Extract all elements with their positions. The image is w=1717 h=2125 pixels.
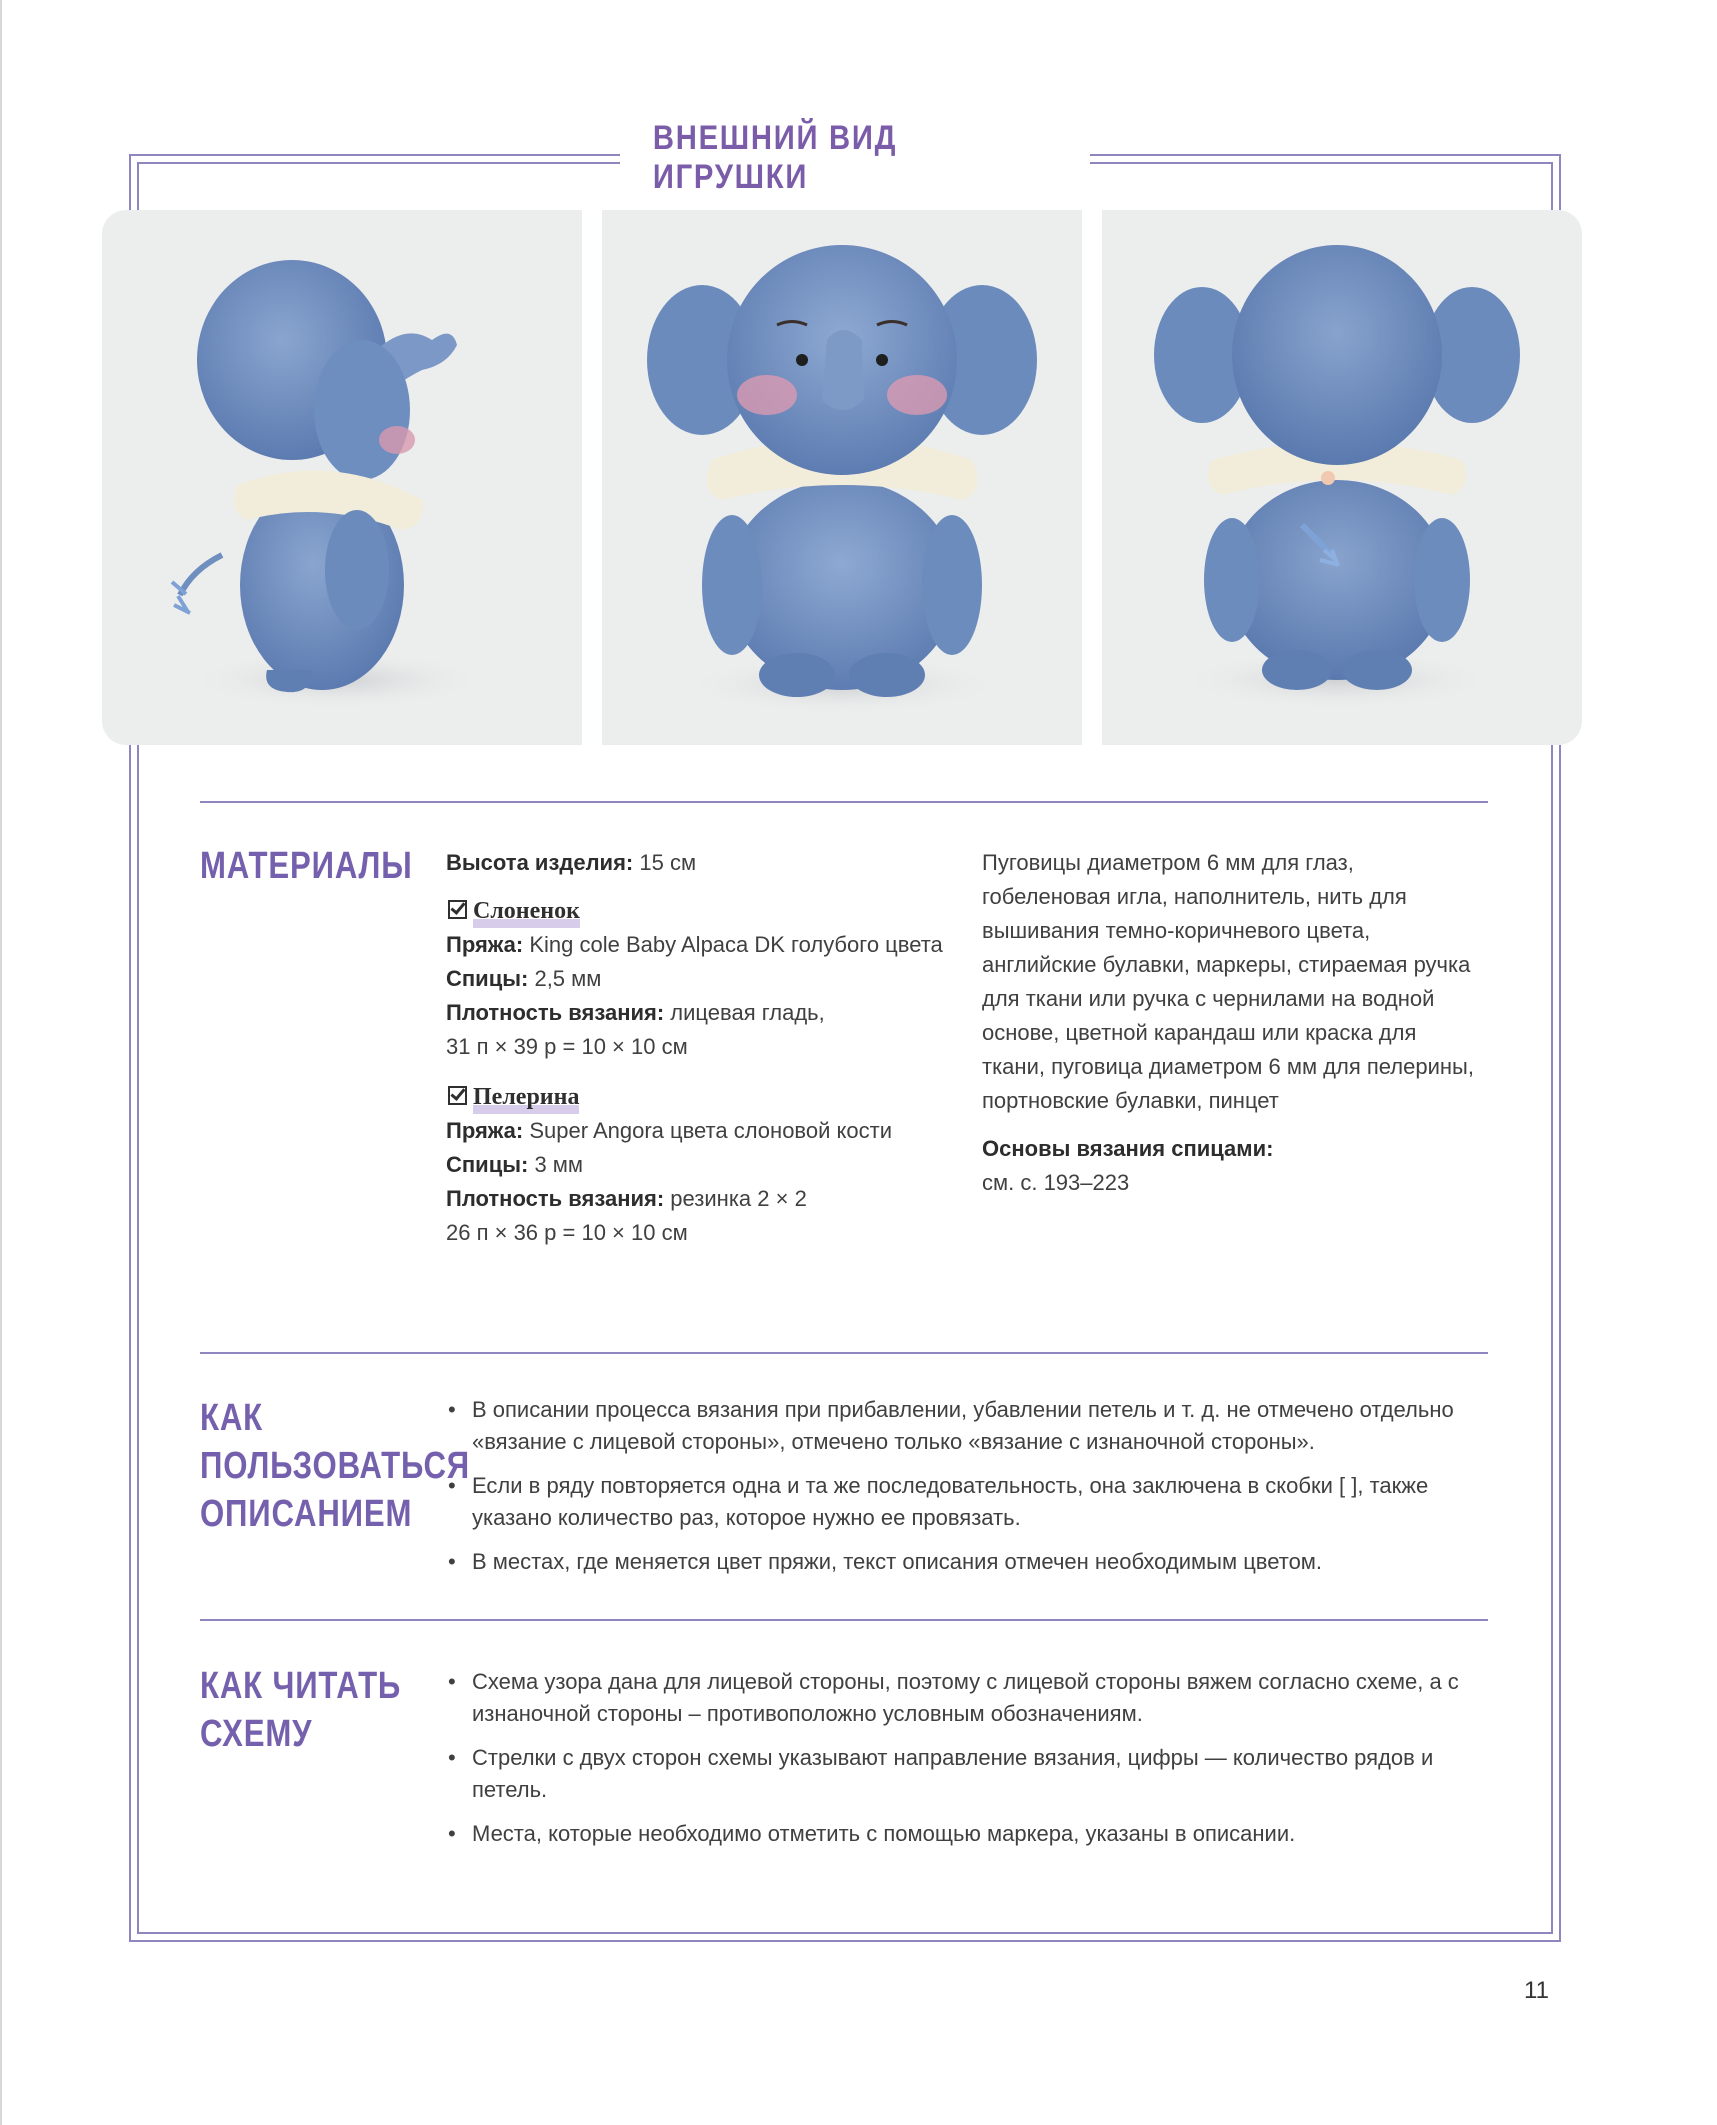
how-to-use-heading xyxy=(200,1394,470,1538)
cape-yarn-value: Super Angora цвета слоновой кости xyxy=(523,1118,892,1143)
elephant-gauge-value-2: 31 п × 39 р = 10 × 10 см xyxy=(446,1034,688,1059)
how-to-use-list xyxy=(446,1394,1486,1578)
section-title: ВНЕШНИЙ ВИД ИГРУШКИ xyxy=(652,119,898,196)
other-materials-text: Пуговицы диаметром 6 мм для глаз, гобеленовая игла, наполнитель, нить для вышивания темно-коричневого цвета, английские булавки, маркеры, стираемая ручка для ткани или ручка с чернилами на водной основе, цветной карандаш или краска для ткани, пуговица диаметром 6 мм для пелерины, портновские булавки, пинцет xyxy=(982,850,1474,1113)
height-value: 15 см xyxy=(633,850,697,875)
how-to-use-heading-line-3: ОПИСАНИЕМ xyxy=(200,1493,413,1535)
how-to-read-heading xyxy=(200,1662,401,1758)
cape-title: Пелерина xyxy=(473,1080,579,1114)
cape-gauge-value-2: 26 п × 36 р = 10 × 10 см xyxy=(446,1220,688,1245)
cape-needles-label: Спицы: xyxy=(446,1152,529,1177)
check-icon xyxy=(448,1086,467,1105)
elephant-yarn-value: King cole Baby Alpaca DK голубого цвета xyxy=(523,932,943,957)
list-item: • В описании процесса вязания при прибавлении, убавлении петель и т. д. не отмечено отдельно «вязание с лицевой стороны», отмечено только «вязание с изнаночной стороны». xyxy=(446,1394,1486,1458)
toy-front-view-photo xyxy=(602,210,1082,745)
list-item: • Места, которые необходимо отметить с помощью маркера, указаны в описании. xyxy=(446,1818,1486,1850)
list-item: • В местах, где меняется цвет пряжи, текст описания отмечен необходимым цветом. xyxy=(446,1546,1486,1578)
list-item: • Стрелки с двух сторон схемы указывают направление вязания, цифры — количество рядов и петель. xyxy=(446,1742,1486,1806)
how-to-read-heading-line-2: СХЕМУ xyxy=(200,1713,313,1755)
toy-back-view-photo xyxy=(1102,210,1582,745)
cape-needles-line xyxy=(446,1148,946,1182)
elephant-side-image xyxy=(102,210,582,745)
elephant-needles-label: Спицы: xyxy=(446,966,529,991)
elephant-yarn-line xyxy=(446,928,946,962)
cape-gauge-value: резинка 2 × 2 xyxy=(664,1186,807,1211)
height-line xyxy=(446,846,946,880)
elephant-title-line xyxy=(446,894,946,928)
cape-gauge-line xyxy=(446,1182,946,1216)
page-number: 11 xyxy=(1524,1977,1549,2004)
materials-heading: МАТЕРИАЛЫ xyxy=(200,845,413,887)
how-to-read-heading-line-1: КАК ЧИТАТЬ xyxy=(200,1665,402,1707)
elephant-gauge-line xyxy=(446,996,946,1030)
elephant-front-image xyxy=(602,210,1082,745)
cape-title-line xyxy=(446,1080,946,1114)
cape-needles-value: 3 мм xyxy=(528,1152,584,1177)
elephant-gauge-label: Плотность вязания: xyxy=(446,1000,665,1025)
height-label: Высота изделия: xyxy=(446,850,634,875)
how-to-use-heading-line-2: ПОЛЬЗОВАТЬСЯ xyxy=(200,1445,470,1487)
cape-gauge-label: Плотность вязания: xyxy=(446,1186,665,1211)
cape-yarn-line xyxy=(446,1114,946,1148)
section-title-bar xyxy=(620,119,1090,196)
elephant-needles-value: 2,5 мм xyxy=(528,966,602,991)
divider-how-to-read-top xyxy=(200,1619,1488,1621)
elephant-needles-line xyxy=(446,962,946,996)
page-edge-line xyxy=(0,0,2,2125)
elephant-yarn-label: Пряжа: xyxy=(446,932,524,957)
how-to-use-list-wrapper xyxy=(446,1394,1486,1590)
cape-yarn-label: Пряжа: xyxy=(446,1118,524,1143)
basics-label: Основы вязания спицами: xyxy=(982,1136,1274,1161)
how-to-use-heading-line-1: КАК xyxy=(200,1397,264,1439)
basics-value: см. с. 193–223 xyxy=(982,1170,1130,1195)
materials-right-column xyxy=(982,846,1482,1200)
elephant-title: Слоненок xyxy=(473,894,580,928)
materials-left-column xyxy=(446,846,946,1250)
divider-materials-top xyxy=(200,801,1488,803)
divider-how-to-use-top xyxy=(200,1352,1488,1354)
how-to-read-list xyxy=(446,1666,1486,1850)
photo-strip xyxy=(102,210,1582,745)
list-item: • Если в ряду повторяется одна и та же последовательность, она заключена в скобки [ ], также указано количество раз, которое нужно ее провязать. xyxy=(446,1470,1486,1534)
elephant-back-image xyxy=(1102,210,1582,745)
toy-side-view-photo xyxy=(102,210,582,745)
list-item: • Схема узора дана для лицевой стороны, поэтому с лицевой стороны вяжем согласно схеме, а с изнаночной стороны – противоположно условным обозначениям. xyxy=(446,1666,1486,1730)
how-to-read-list-wrapper xyxy=(446,1666,1486,1862)
elephant-gauge-value: лицевая гладь, xyxy=(664,1000,825,1025)
check-icon xyxy=(448,900,467,919)
